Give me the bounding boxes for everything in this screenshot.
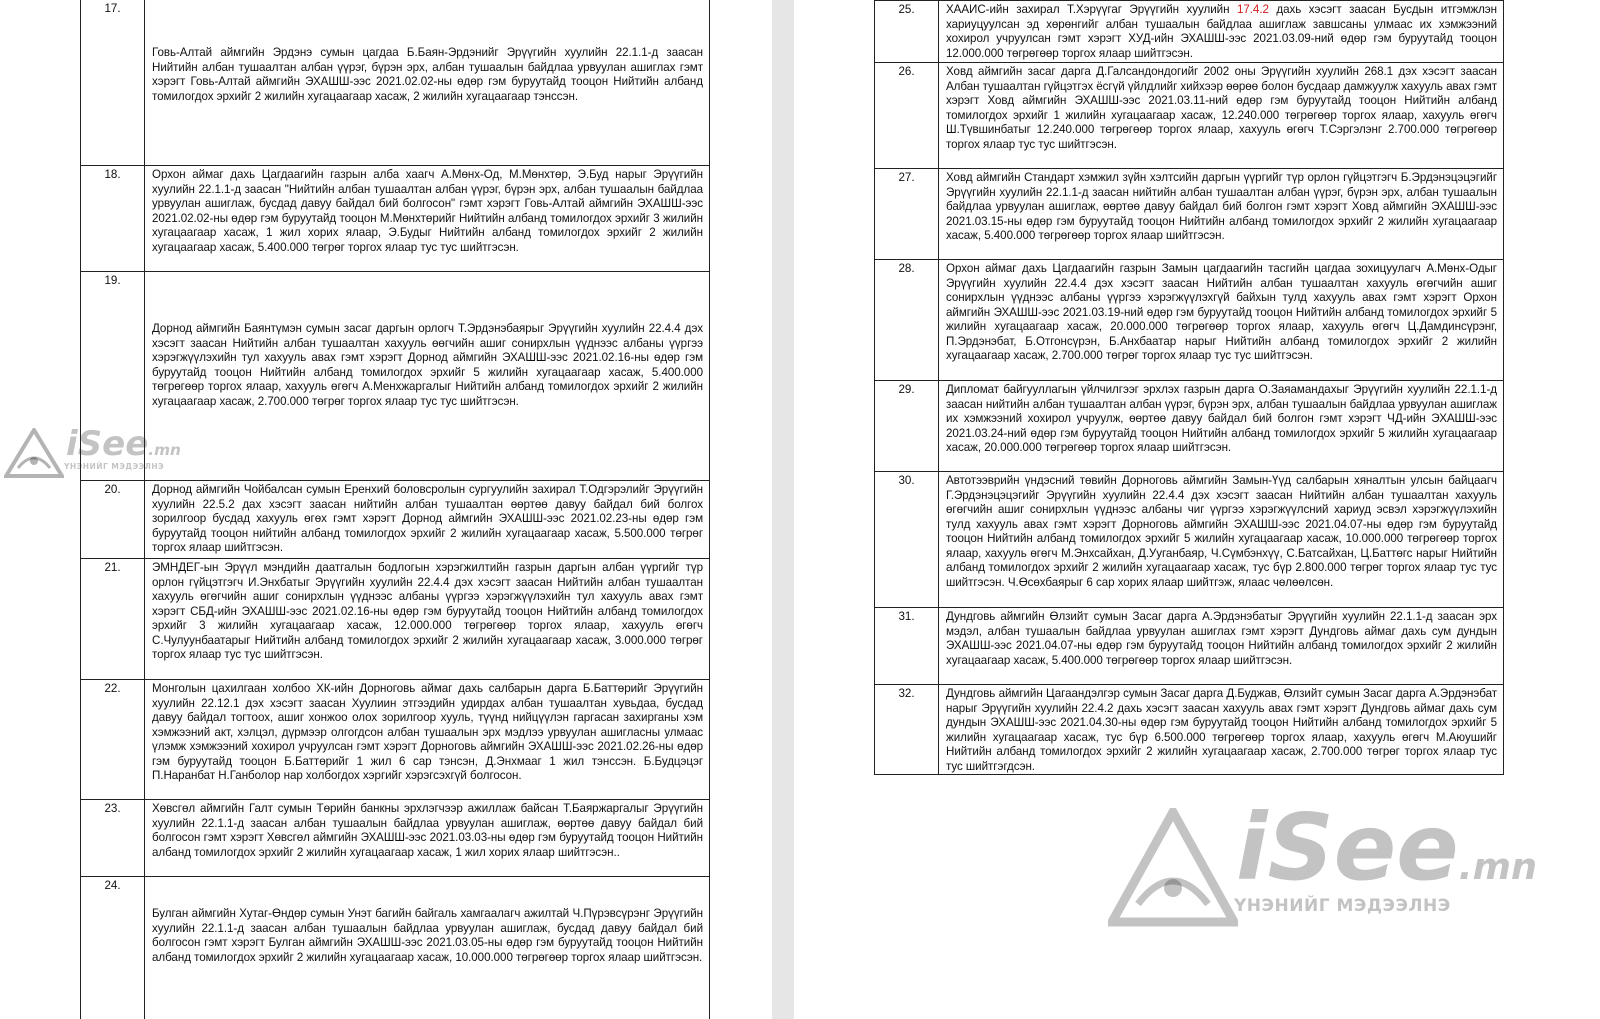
- case-text: Говь-Алтай аймгийн Эрдэнэ сумын цагдаа Б.Баян-Эрдэнийг Эрүүгийн хуулийн 22.1.1-д заасан Нийтийн албан тушаалтан албан үүрэг, бүрэн эрх, албан тушаалын байдлаа урвуулан ашиглах гэмт хэрэгт Говь-Алтай аймгийн ЭХАШШ-ээс 2021.02.02-ны өдөр гэм буруутайд тооцон Нийтийн албанд томилогдох эрхийг 2 жилийн хугацаагаар хасаж, 2 жилийн хугацаагаар тэнссэн.: [145, 0, 710, 166]
- watermark-tagline: ҮНЭНИЙГ МЭДЭЭЛНЭ: [1234, 896, 1451, 916]
- table-row: [875, 169, 1504, 260]
- case-number: 22.: [81, 680, 145, 800]
- case-number: 27.: [875, 169, 939, 260]
- case-text: Ховд аймгийн Стандарт хэмжил зүйн хэлтсийн даргын үүргийг түр орлон гүйцэтгэгч Б.Эрдэнэцэцэгийг Эрүүгийн хуулийн 22.1.1-д заасан нийтийн албан тушаалтан албан үүрэг, бүрэн эрх, албан тушаалын байдлаа урвуулан ашиглаж, өөртөө давуу байдал бий болгон гэмт хэрэгт Ховд аймгийн ЭХАШШ-ээс 2021.03.15-ны өдөр гэм буруутайд тооцон Нийтийн албанд томилогдох эрхийг 2 жилийн хугацаагаар хасаж, 5.400.000 төгрөгөөр торгох ялаар шийтгэсэн.: [939, 169, 1504, 260]
- case-number: 19.: [81, 272, 145, 481]
- cases-table-left: [80, 0, 710, 1019]
- case-text: Орхон аймаг дахь Цагдаагийн газрын Замын цагдаагийн тасгийн цагдаа зохицуулагч А.Мөнх-Одыг Эрүүгийн хуулийн 22.4.4 дэх хэсэгт заасан Нийтийн албан тушаалтан хахууль өгөгчийн ашиг сонирхлын үүднээс албаны үүргээ хэрэгжүүлэхгүй байхын тулд хахууль авах гэмт хэрэгт Орхон аймгийн ЭХАШШ-ээс 2021.03.19-ний өдөр гэм буруутайд тооцон Нийтийн албанд томилогдох эрхийг 5 жилийн хугацаагаар хасаж, 20.000.000 төгрөгөөр торгох ялаар, хахууль өгөгч Ц.Дамдинсүрэнг, П.Эрдэнэбат, Б.Отгонсүрэн, Б.Анхбаатар нарыг Нийтийн албанд томилогдох эрхийг 2 жилийн хугацаагаар хасаж, 2.700.000 төгрөг торгох ялаар тус тус шийтгэсэн.: [939, 260, 1504, 381]
- case-number: 17.: [81, 0, 145, 166]
- table-row: [875, 1, 1504, 63]
- case-text: Дундговь аймгийн Цагаандэлгэр сумын Засаг дарга Д.Буджав, Өлзийт сумын Засаг дарга А.Эрдэнэбат нарыг Эрүүгийн хуулийн 22.4.2 дахь хэсэгт заасан хахууль авах гэмт хэрэгт Дундговь аймаг дахь сум дундын ЭХАШШ-ээс 2021.04.30-ны өдөр гэм буруутайд тооцон Нийтийн албанд томилогдох эрхийг 5 жилийн хугацаагаар хасаж, тус бүр 6.500.000 төгрөгөөр торгох ялаар, хахууль өгөгч М.Аюушийг Нийтийн албанд томилогдох эрхийг 2 жилийн хугацаагаар хасаж, 2.700.000 төгрөг торгох ялаар тус тус шийтгэгдсэн.: [939, 685, 1504, 775]
- case-text: Автотээврийн үндэсний төвийн Дорноговь аймгийн Замын-Үүд салбарын хяналтын улсын байцаагч Г.Эрдэнэцэцэгийг Эрүүгийн хуулийн 22.4.4 дэх хэсэгт заасан Нийтийн албан тушаалтан хахууль өгөгчийн ашиг сонирхлын үүднээс албаны чиг үүргээ хэрэгжүүлсний хариуд эсвэл хэрэгжүүлэхийн тулд хахууль авах гэмт хэрэгт Дорноговь аймгийн ЭХАШШ-ээс 2021.04.07-ны өдөр гэм буруутайд тооцон Нийтийн албанд томилогдох эрхийг 5 жилийн хугацаагаар хасаж, 10.000.000 төгрөгөөр торгох ялаар, хахууль өгөгч М.Энхсайхан, Д.Ууганбаяр, Ч.Сүмбэнхүү, С.Батсайхан, Ц.Баттөгс нарыг Нийтийн албанд томилогдох эрхийг 2 жилийн хугацаагаар хасаж, тус бүр 2.800.000 төгрөг торгох ялаар тус тус шийтгэсэн. Ч.Өсөхбаярыг 6 сар хорих ялаар шийтгэж, ялаас чөлөөлсөн.: [939, 472, 1504, 608]
- case-number: 25.: [875, 1, 939, 63]
- document-page-left: [0, 0, 772, 1019]
- table-row: [875, 63, 1504, 169]
- case-number: 26.: [875, 63, 939, 169]
- table-row: [875, 685, 1504, 775]
- cases-table-right: [874, 0, 1504, 775]
- watermark-tagline: ҮНЭНИЙГ МЭДЭЭЛНЭ: [64, 462, 165, 471]
- table-row: [81, 800, 710, 877]
- case-number: 21.: [81, 559, 145, 680]
- table-row: [875, 608, 1504, 685]
- case-text: Хөвсгөл аймгийн Галт сумын Төрийн банкны эрхлэгчээр ажиллаж байсан Т.Баяржаргалыг Эрүүгийн хуулийн 22.1.1-д заасан албан тушаалын байдлаа урвуулан ашиглаж, өөртөө давуу байдал бий болгосон гэмт хэрэгт Хөвсгөл аймгийн ЭХАШШ-ээс 2021.03.03-ны өдөр гэм буруутайд тооцон Нийтийн албанд томилогдох эрхийг 2 жилийн хугацаагаар хасаж, 1 жил хорих ялаар шийтгэсэн..: [145, 800, 710, 877]
- table-row: [875, 472, 1504, 608]
- case-text: Булган аймгийн Хутаг-Өндөр сумын Унэт багийн байгаль хамгаалагч ажилтай Ч.Пүрэвсүрэнг Эрүүгийн хуулийн 22.1.1-д заасан албан тушаалын байдлаа урвуулан ашиглаж, бусдад давуу байдал бий болгосон гэмт хэрэгт Булган аймгийн ЭХАШШ-ээс 2021.03.05-ны өдөр гэм буруутайд тооцон Нийтийн албанд томилогдох эрхийг 2 жилийн хугацаагаар хасаж, 10.000.000 төгрөгөөр торгох ялаар шийтгэсэн.: [145, 877, 710, 1019]
- table-row: [875, 260, 1504, 381]
- case-text: Ховд аймгийн засаг дарга Д.Галсандондогийг 2002 оны Эрүүгийн хуулийн 268.1 дэх хэсэгт заасан Албан тушаалтан гүйцэтгэх ёсгүй үйлдлийг хийхээр өөрөө болон бусдаар дамжуулж хахууль авах гэмт хэрэгт Ховд аймгийн ЭХАШШ-ээс 2021.03.11-ний өдөр гэм буруутайд тооцон Нийтийн албанд томилогдох эрхийг 1 жилийн хугацаагаар хасаж, 12.240.000 төгрөгөөр торгох ялаар, хахууль өгөгч Ш.Түвшинбатыг 12.240.000 төгрөгөөр торгох ялаар, хахууль өгөгч Т.Сэргэлэнг 2.700.000 төгрөгөөр торгох ялаар тус тус шийтгэсэн.: [939, 63, 1504, 169]
- case-text: Дундговь аймгийн Өлзийт сумын Засаг дарга А.Эрдэнэбатыг Эрүүгийн хуулийн 22.1.1-д заасан эрх мэдэл, албан тушаалын байдлаа урвуулан ашиглах гэмт хэрэгт Дундговь аймаг дахь сум дундын ЭХАШШ-ээс 2021.04.07-ны өдөр гэм буруутайд тооцон Нийтийн албанд томилогдох эрхийг 2 жилийн хугацаагаар хасаж, 5.400.000 төгрөгөөр торгох ялаар шийтгэсэн.: [939, 608, 1504, 685]
- watermark-brand: iSee.mn: [1236, 794, 1538, 901]
- table-row: [81, 166, 710, 272]
- case-number: 20.: [81, 481, 145, 559]
- case-text: Дорнод аймгийн Баянтүмэн сумын засаг даргын орлогч Т.Эрдэнэбаярыг Эрүүгийн хуулийн 22.4.4 дэх хэсэгт заасан Нийтийн албан тушаалтан хахууль өөгчийн ашиг сонирхлын үүднээс албаны үүргээ хэрэгжүүлэхийн тул хахууль авах гэмт хэрэгт Дорнод аймгийн ЭХАШШ-ээс 2021.02.16-ны өдөр гэм буруутайд тооцон Нийтийн албанд томилогдох эрхийг 5 жилийн хугацаагаар хасаж, 5.400.000 төгрөгөөр торгох ялаар, хахууль өгөгч А.Менхжаргалыг Нийтийн албанд томилогдох эрхийг 2 жилийн хугацаагаар хасаж, 2.700.000 төгрөг торгох ялаар тус тус шийтгэсэн.: [145, 272, 710, 481]
- case-number: 18.: [81, 166, 145, 272]
- isee-logo-icon: [4, 428, 64, 478]
- case-number: 24.: [81, 877, 145, 1019]
- table-row: [875, 381, 1504, 472]
- table-row: [81, 877, 710, 1019]
- case-text: Монголын цахилгаан холбоо ХК-ийн Дорноговь аймаг дахь салбарын дарга Б.Баттөрийг Эрүүгийн хуулийн 22.12.1 дэх хэсэгт заасан Хуулиин этгээдийн удирдах албан тушаалтан хувьдаа, бусдад давуу байдал тогтоох, ашиг хонжоо олох зорилгоор хууль, түүнд нийцүүлэн гаргасан захирганы хэм хэмжээний акт, хэлцэл, дүрмээр олгогдсон албан тушаалын эрх мэдлээ урвуулан ашигласны улмаас үлэмж хэмжээний хохирол учруулсан гэмт хэрэгт Дорноговь аймгийн ЭХАШШ-ээс 2021.02.26-ны өдөр гэм буруутайд тооцон Б.Баттөрийг 1 жил 6 сар тэнсэн, Д.Энхмааг 1 жил тэнссэн. Б.Будцэцэг П.Наранбат Н.Ганболор нар холбогдох хэргийг хэрэгсэхгүй болгосон.: [145, 680, 710, 800]
- case-number: 32.: [875, 685, 939, 775]
- case-text: Орхон аймаг дахь Цагдаагийн газрын алба хаагч А.Мөнх-Од, М.Мөнхтөр, Э.Буд нарыг Эрүүгийн хуулийн 22.1.1-д заасан "Нийтийн албан тушаалтан албан үүрэг, бүрэн эрх, албан тушаалын байдлаа урвуулан ашиглаж, бусдад давуу байдал бий болгосон" гэмт хэрэгт Говь-Алтай аймгийн ЭХАШШ-ээс 2021.02.02-ны өдөр гэм буруутайд тооцон М.Мөнхтөрийг Нийтийн албанд томилогдох эрхийг 3 жилийн хугацаагаар хасаж, 1 жил хорих ялаар, Э.Будыг Нийтийн албанд томилогдох эрхийг 2 жилийн хугацаагаар хасаж, 5.400.000 төгрөг торгох ялаар тус тус шийтгэсэн.: [145, 166, 710, 272]
- case-number: 28.: [875, 260, 939, 381]
- table-row: [81, 559, 710, 680]
- highlighted-article: 17.4.2: [1236, 3, 1269, 16]
- table-row: [81, 272, 710, 481]
- case-number: 31.: [875, 608, 939, 685]
- case-text: ЭМНДЕГ-ын Эрүүл мэндийн даатгалын бодлогын хэрэгжилтийн газрын даргын албан үүргийг түр орлон гүйцэтгэгч И.Энхбатыг Эрүүгийн хуулийн 22.4.4 дэх хэсэгт заасан Нийтийн албан тушаалтан хахууль өгөгчийн ашиг сонирхлын үүднээс албаны үүргээ хэрэгжүүлэхийн тул хахууль авах гэмт хэрэгт СБД-ийн ЭХАШШ-ээс 2021.02.16-ны өдөр гэм буруутайд тооцон Нийтийн албанд томилогдох эрхийг 3 жилийн хугацаагаар хасаж, 12.000.000 төгрөгөөр торгох ялаар, хахууль өгөгч С.Чулуунбаатарыг Нийтийн албанд томилогдох эрхийг 2 жилийн хугацаагаар хасаж, 3.000.000 төгрөг торгох ялаар тус тус шийтгэсэн.: [145, 559, 710, 680]
- table-row: [81, 481, 710, 559]
- case-number: 30.: [875, 472, 939, 608]
- table-row: [81, 680, 710, 800]
- case-text: Дипломат байгууллагын үйлчилгээг эрхлэх газрын дарга О.Заяамандахыг Эрүүгийн хуулийн 22.1.1-д заасан нийтийн албан тушаалтан албан үүрэг, бүрэн эрх, албан тушаалын байдлаа урвуулан ашиглаж их хэмжээний хохирол учруулж, өөртөө давуу байдал бий болгон гэмт хэрэгт ЧД-ийн ЭХАШШ-ээс 2021.03.24-ний өдөр гэм буруутайд тооцон Нийтийн албанд томилогдох эрхийг 5 жилийн хугацаагаар хасаж, 20.000.000 төгрөгөөр торгох ялаар шийтгэсэн.: [939, 381, 1504, 472]
- watermark-brand: iSee.mn: [66, 424, 181, 464]
- case-text: Дорнод аймгийн Чойбалсан сумын Еренхий боловсролын сургуулийн захирал Т.Одгэрэлийг Эрүүгийн хуулийн 22.5.2 дах хэсэгт заасан нийтийн албан тушаалтан өөртөө давуу байдал бий болгох зорилгоор бусдад хахууль өгөх гэмт хэрэгт Дорнод аймгийн ЭХАШШ-ээс 2021.02.23-ны өдөр гэм буруутайд тооцон нийтийн албанд томилогдох эрхийг 2 жилийн хугацаагаар хасаж, 5.500.000 төгрөг торгох ялаар шийтгэсэн.: [145, 481, 710, 559]
- table-row: [81, 0, 710, 166]
- case-number: 29.: [875, 381, 939, 472]
- document-page-right: [794, 0, 1600, 1019]
- case-text: ХААИС-ийн захирал Т.Хэрүүгаг Эрүүгийн хуулийн 17.4.2 дахь хэсэгт заасан Бусдын итгэмжлэн хариуцуулсан эд хөрөнгийг албан тушаалын байдлаа ашиглаж завшсаны улмаас их хэмжээний хохирол учруулсан гэмт хэрэгт ХУД-ийн ЭХАШШ-ээс 2021.03.09-ний өдөр гэм буруутайд тооцон 12.000.000 төгрөгөөр торгох ялаар шийтгэсэн.: [939, 1, 1504, 63]
- case-number: 23.: [81, 800, 145, 877]
